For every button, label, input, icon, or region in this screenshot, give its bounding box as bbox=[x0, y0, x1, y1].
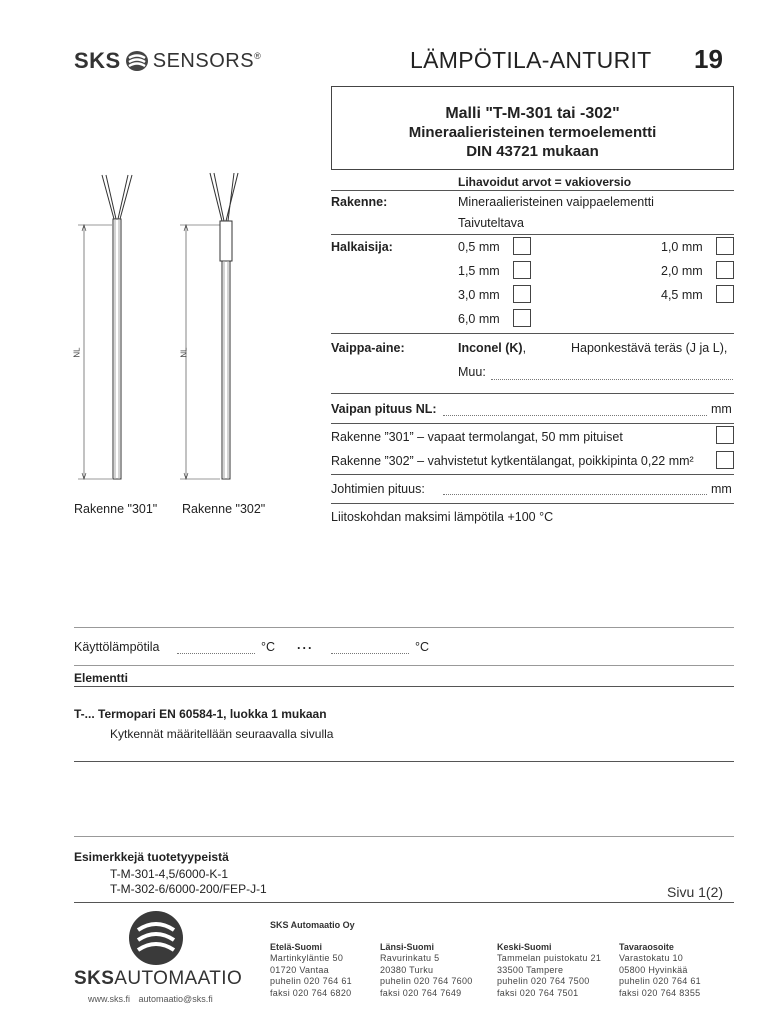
vaippa-label: Vaippa-aine: bbox=[331, 341, 405, 355]
vaippa-inconel bbox=[458, 341, 526, 355]
vaipan-pituus-field[interactable] bbox=[443, 415, 707, 416]
vaippa-other: Haponkestävä teräs (J ja L), bbox=[571, 341, 728, 355]
sks-automaatio-emblem-icon bbox=[128, 910, 184, 966]
page-category-title: LÄMPÖTILA-ANTURIT bbox=[410, 47, 652, 73]
office-keski-suomi bbox=[497, 942, 601, 999]
example-product-code: T-M-301-4,5/6000-K-1 bbox=[110, 867, 229, 881]
mm-unit: mm bbox=[711, 402, 732, 416]
kayttolampotila-label: Käyttölämpötila bbox=[74, 640, 160, 654]
office-address: Varastokatu 10 bbox=[619, 953, 684, 963]
office-postcode: 33500 Tampere bbox=[497, 964, 564, 975]
vaipan-pituus-label: Vaipan pituus NL: bbox=[331, 402, 437, 416]
drawing-302 bbox=[180, 173, 238, 479]
muu-label: Muu: bbox=[458, 365, 486, 379]
office-name: Etelä-Suomi bbox=[270, 942, 323, 952]
office-fax: faksi 020 764 7501 bbox=[497, 987, 579, 998]
diameter-6-0-label: 6,0 mm bbox=[458, 312, 500, 326]
logo-brand-bold: SKS bbox=[74, 48, 121, 73]
rakenne-label: Rakenne: bbox=[331, 195, 388, 209]
rakenne-301-option: Rakenne ”301” – vapaat termolangat, 50 mm pituiset bbox=[331, 430, 623, 444]
kytkennat-note: Kytkennät määritellään seuraavalla sivulla bbox=[110, 727, 334, 741]
diameter-1-0-checkbox[interactable] bbox=[716, 237, 734, 255]
office-address: Martinkyläntie 50 bbox=[270, 953, 344, 963]
sks-sensors-logo bbox=[74, 48, 261, 74]
vaippa-inconel-label: Inconel (K) bbox=[458, 341, 523, 355]
office-postcode: 01720 Vantaa bbox=[270, 964, 329, 975]
examples-heading: Esimerkkejä tuotetyypeistä bbox=[74, 850, 229, 864]
company-name: SKS Automaatio Oy bbox=[270, 920, 355, 930]
rakenne-301-checkbox[interactable] bbox=[716, 426, 734, 444]
office-postcode: 05800 Hyvinkää bbox=[619, 964, 688, 975]
diameter-4-5-checkbox[interactable] bbox=[716, 285, 734, 303]
diameter-2-0-checkbox[interactable] bbox=[716, 261, 734, 279]
office-fax: faksi 020 764 7649 bbox=[380, 987, 462, 998]
model-title-box bbox=[331, 86, 734, 170]
johtimien-pituus-field[interactable] bbox=[443, 494, 707, 495]
office-lansi-suomi bbox=[380, 942, 473, 999]
diameter-0-5-label: 0,5 mm bbox=[458, 240, 500, 254]
diameter-6-0-checkbox[interactable] bbox=[513, 309, 531, 327]
page-number: 19 bbox=[694, 44, 723, 74]
standard-values-note: Lihavoidut arvot = vakioversio bbox=[458, 175, 632, 189]
example-product-code: T-M-302-6/6000-200/FEP-J-1 bbox=[110, 882, 267, 896]
sivu-page-indicator: Sivu 1(2) bbox=[667, 884, 724, 900]
muu-field[interactable] bbox=[491, 379, 733, 380]
liitos-max-temp: Liitoskohdan maksimi lämpötila +100 °C bbox=[331, 510, 554, 524]
rakenne-value: Mineraalieristeinen vaippaelementti bbox=[458, 195, 654, 209]
office-phone: puhelin 020 764 61 bbox=[270, 976, 352, 986]
nl-dimension-label: NL bbox=[179, 347, 189, 358]
rakenne-302-option: Rakenne ”302” – vahvistetut kytkentälangat, poikkipinta 0,22 mm² bbox=[331, 454, 694, 468]
rakenne-value-2: Taivuteltava bbox=[458, 216, 525, 230]
deg-unit-max: °C bbox=[415, 640, 430, 654]
office-phone: puhelin 020 764 61 bbox=[619, 976, 701, 986]
office-name: Keski-Suomi bbox=[497, 942, 552, 952]
model-standard: DIN 43721 mukaan bbox=[466, 143, 599, 160]
office-name: Tavaraosoite bbox=[619, 942, 674, 952]
logo-brand-rest: SENSORS bbox=[152, 49, 255, 72]
email-link[interactable]: automaatio@sks.fi bbox=[138, 994, 213, 1004]
website-link[interactable]: www.sks.fi bbox=[88, 994, 131, 1004]
vaippa-comma: , bbox=[522, 341, 527, 355]
diameter-1-5-checkbox[interactable] bbox=[513, 261, 531, 279]
diameter-3-0-label: 3,0 mm bbox=[458, 288, 500, 302]
max-temp-field[interactable] bbox=[331, 653, 409, 654]
min-temp-field[interactable] bbox=[177, 653, 255, 654]
office-phone: puhelin 020 764 7500 bbox=[497, 976, 590, 986]
caption-rakenne-301: Rakenne "301" bbox=[74, 502, 158, 516]
mm-unit: mm bbox=[711, 482, 732, 496]
office-postcode: 20380 Turku bbox=[380, 964, 434, 975]
contact-links bbox=[88, 994, 213, 1004]
logo-sks: SKS bbox=[74, 968, 115, 989]
range-ellipsis: ... bbox=[297, 638, 314, 652]
model-title: Malli "T-M-301 tai -302" bbox=[445, 105, 620, 122]
office-address: Tammelan puistokatu 21 bbox=[497, 953, 602, 963]
office-fax: faksi 020 764 6820 bbox=[270, 987, 352, 998]
office-phone: puhelin 020 764 7600 bbox=[380, 976, 473, 986]
halkaisija-label: Halkaisija: bbox=[331, 240, 393, 254]
drawing-301 bbox=[78, 175, 132, 479]
diameter-3-0-checkbox[interactable] bbox=[513, 285, 531, 303]
diameter-0-5-checkbox[interactable] bbox=[513, 237, 531, 255]
office-address: Ravurinkatu 5 bbox=[380, 953, 440, 963]
diameter-1-0-label: 1,0 mm bbox=[661, 240, 703, 254]
diameter-2-0-label: 2,0 mm bbox=[661, 264, 703, 278]
deg-unit-min: °C bbox=[261, 640, 276, 654]
sks-swirl-icon bbox=[124, 49, 150, 73]
office-fax: faksi 020 764 8355 bbox=[619, 987, 701, 998]
diameter-4-5-label: 4,5 mm bbox=[661, 288, 703, 302]
model-subtitle: Mineraalieristeinen termoelementti bbox=[408, 124, 657, 141]
caption-rakenne-302: Rakenne "302" bbox=[182, 502, 266, 516]
office-name: Länsi-Suomi bbox=[380, 942, 435, 952]
diameter-1-5-label: 1,5 mm bbox=[458, 264, 500, 278]
johtimien-pituus-label: Johtimien pituus: bbox=[331, 482, 425, 496]
logo-automaatio: AUTOMAATIO bbox=[114, 968, 243, 989]
logo-registered: ® bbox=[254, 51, 261, 61]
office-etela-suomi bbox=[270, 942, 352, 999]
rakenne-302-checkbox[interactable] bbox=[716, 451, 734, 469]
construction-drawings bbox=[70, 165, 270, 485]
nl-dimension-label: NL bbox=[72, 347, 82, 358]
sks-automaatio-logo bbox=[74, 968, 242, 990]
termopari-spec: T-... Termopari EN 60584-1, luokka 1 mukaan bbox=[74, 707, 327, 721]
elementti-heading: Elementti bbox=[74, 671, 129, 685]
office-tavaraosoite bbox=[619, 942, 701, 999]
